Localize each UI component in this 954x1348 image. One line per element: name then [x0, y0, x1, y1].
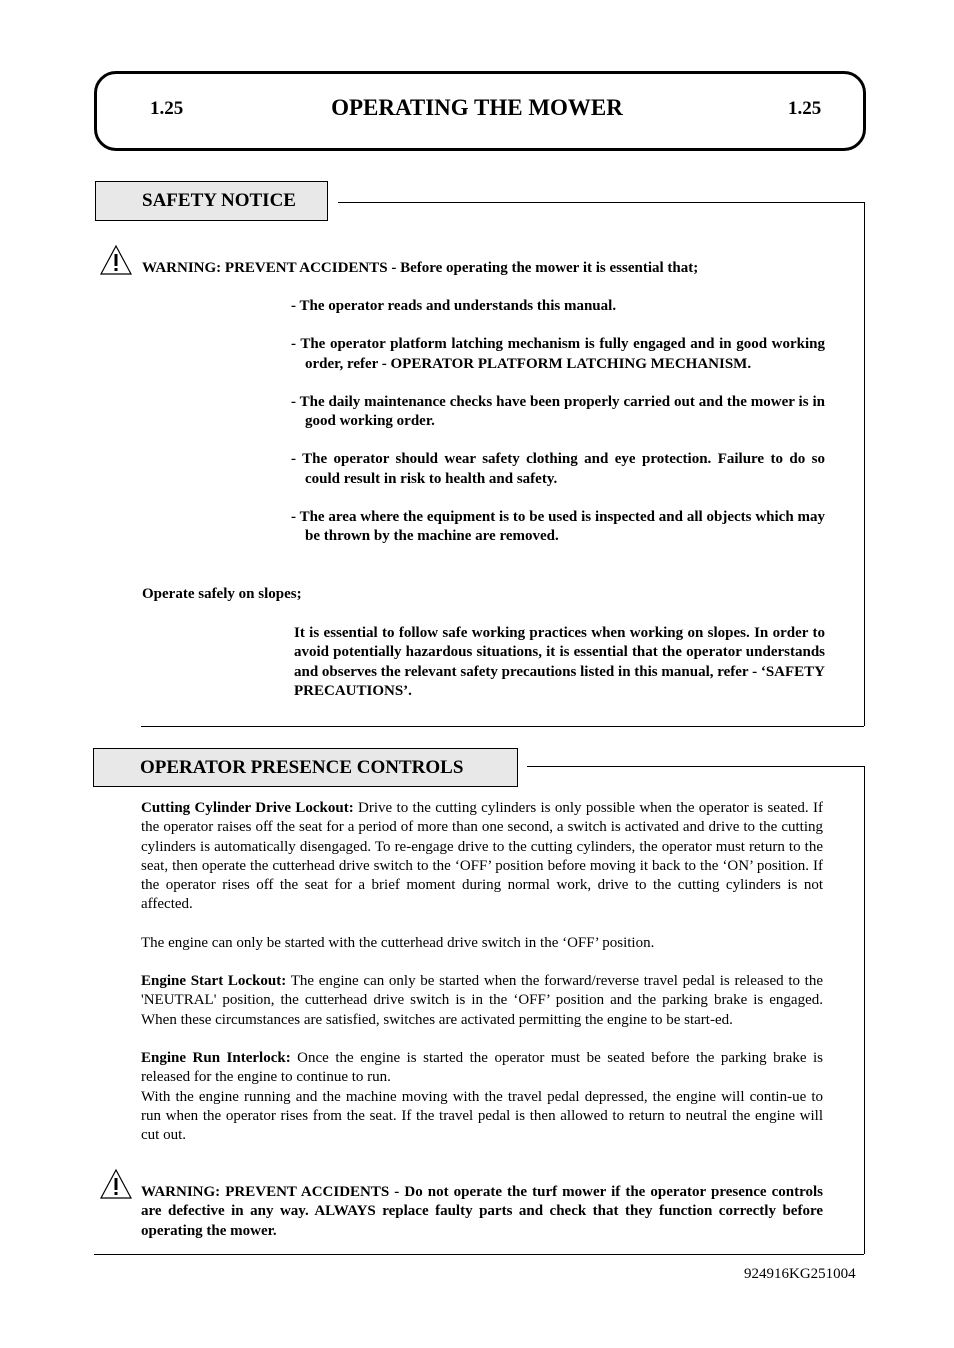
engine-start-note: The engine can only be started with the cutterhead drive switch in the ‘OFF’ position. [141, 934, 655, 951]
safety-warning-text: WARNING: PREVENT ACCIDENTS - Before operating the mower it is essential that; [142, 260, 699, 276]
section-right-rule [864, 766, 865, 1254]
presence-body [141, 799, 823, 1145]
start-lockout-label: Engine Start Lockout: [141, 973, 287, 990]
list-item: - The operator should wear safety clothing and eye protection. Failure to do so could result in risk to health and safety. [291, 451, 825, 487]
list-item: - The operator reads and understands this manual. [291, 298, 617, 314]
start-lockout-text: The engine can only be started when the forward/reverse travel pedal is released to the 'NEUTRAL' position, the cutterhead drive switch is in the ‘OFF’ position and the parking brake is engaged. When these circumstances are satisfied, switches are activated permitting the engine to be start-ed. [141, 973, 824, 1028]
list-item: - The area where the equipment is to be used is inspected and all objects which may be thrown by the machine are removed. [291, 509, 825, 545]
start-lockout-paragraph [141, 972, 823, 1030]
run-interlock-label: Engine Run Interlock: [141, 1049, 291, 1066]
run-interlock-continued: With the engine running and the machine moving with the travel pedal depressed, the engine will contin-ue to run when the operator rises from the seat. If the travel pedal is then allowed to return to neutral the engine will cut out. [141, 1088, 823, 1144]
presence-warning-text: WARNING: PREVENT ACCIDENTS - Do not operate the turf mower if the operator presence controls are defective in any way. ALWAYS replace faulty parts and check that they function correctly before operating the mower. [141, 1184, 823, 1239]
slopes-heading: Operate safely on slopes; [142, 586, 302, 602]
operator-presence-heading: OPERATOR PRESENCE CONTROLS [93, 748, 518, 787]
cylinder-lockout-text: Drive to the cutting cylinders is only possible when the operator is seated. If the operator raises off the seat for a period of more than one second, a switch is activated and drive to the cutting cylinders is automatically disengaged. To re-engage drive to the cutting cylinders, the operator must return to the seat, then operate the cutterhead drive switch to the ‘OFF’ position before moving it back to the ‘ON’ position. If the operator rises off the seat for a brief moment during normal work, drive to the cutting cylinders is not affected. [141, 800, 823, 913]
cylinder-lockout-label: Cutting Cylinder Drive Lockout: [141, 800, 354, 816]
list-item: - The operator platform latching mechanism is fully engaged and in good working order, refer - OPERATOR PLATFORM LATCHING MECHANISM. [291, 336, 825, 372]
warning-triangle-icon [99, 1168, 133, 1200]
warning-triangle-icon [99, 244, 133, 276]
cylinder-lockout-paragraph [141, 799, 823, 915]
section-top-rule [527, 766, 864, 767]
section-right-rule [864, 202, 865, 726]
list-item: - The daily maintenance checks have been properly carried out and the mower is in good working order. [291, 393, 825, 430]
document-code: 924916KG251004 [744, 1266, 856, 1282]
safety-checklist [291, 297, 825, 547]
section-number-right: 1.25 [788, 98, 822, 119]
safety-notice-heading: SAFETY NOTICE [95, 181, 328, 221]
section-bottom-rule [141, 726, 864, 727]
slopes-text: It is essential to follow safe working practices when working on slopes. In order to avoid potentially hazardous situations, it is essential that the operator understands and observes the relevant safety precautions listed in this manual, refer - ‘SAFETY PRECAUTIONS’. [294, 625, 825, 699]
run-interlock-paragraph [141, 1049, 823, 1088]
page-title: OPERATING THE MOWER [331, 95, 623, 120]
section-bottom-rule [94, 1254, 864, 1255]
section-top-rule [338, 202, 864, 203]
run-interlock-text: Once the engine is started the operator must be seated before the parking brake is released for the engine to continue to run. [141, 1049, 823, 1086]
section-number-left: 1.25 [150, 98, 184, 119]
